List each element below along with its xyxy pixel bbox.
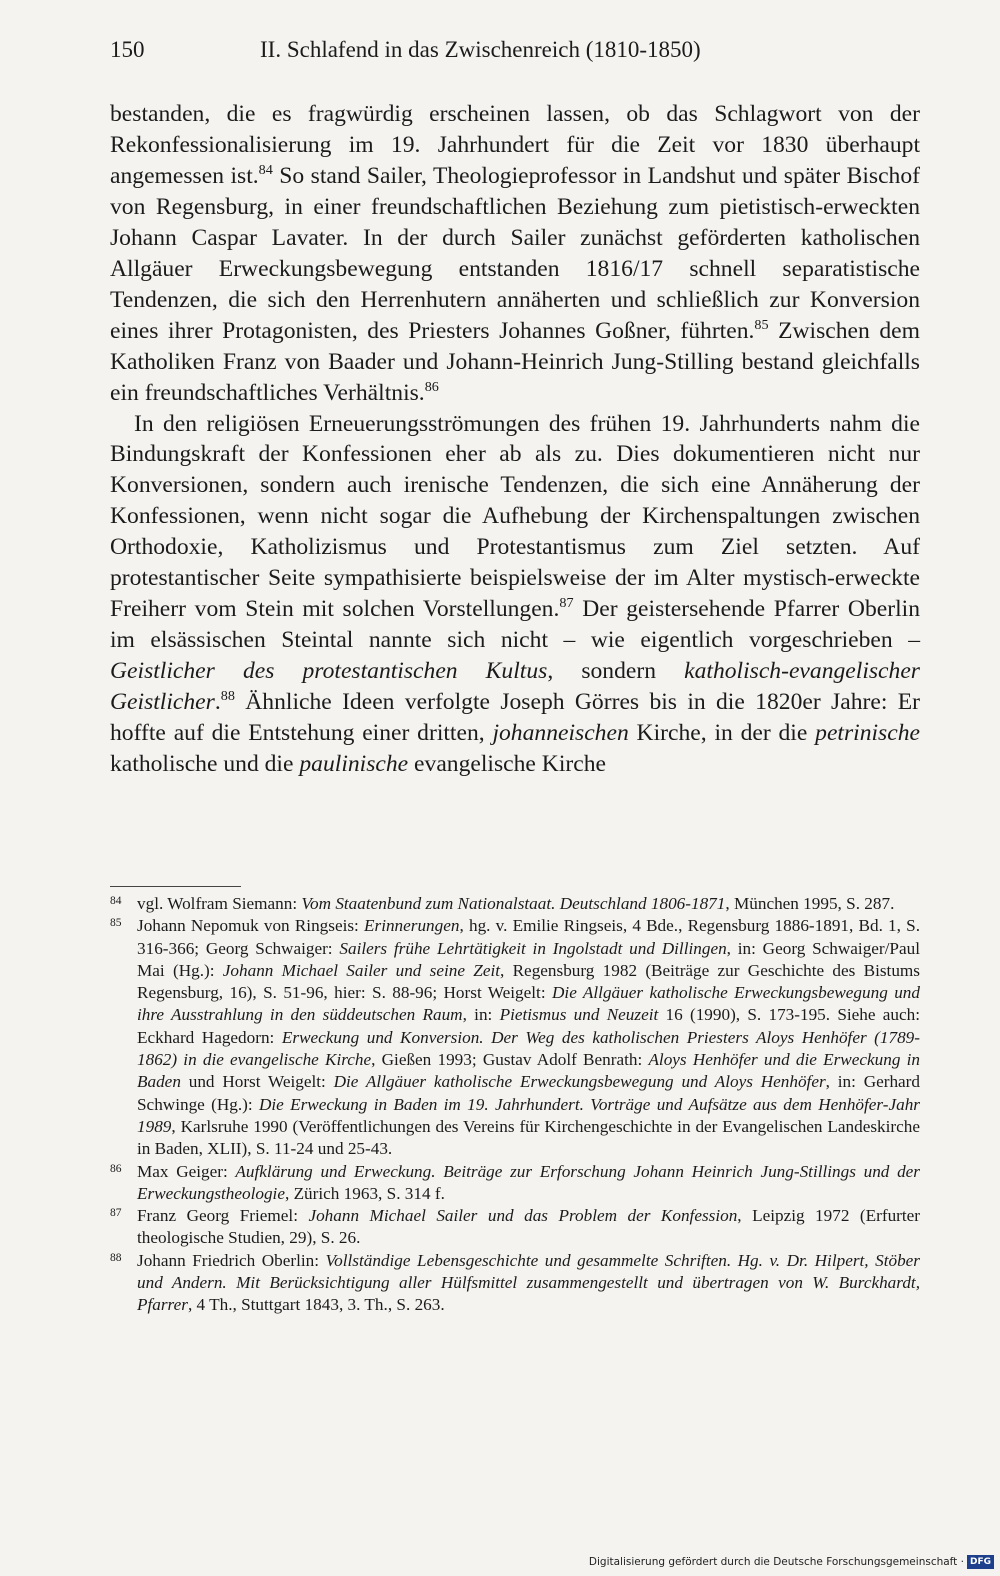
- italic-text: Vollständige Lebensgeschichte und gesammelte Schriften. Hg. v. Dr. Hilpert, Stöber und Andern. Mit Berücksichtigung aller Hülfsmittel zusammengestellt und übertragen von W. Burckhardt, Pfarrer: [137, 1250, 920, 1315]
- page-number: 150: [110, 37, 145, 62]
- dfg-logo-icon: DFG: [967, 1555, 994, 1569]
- text-run: Ähnliche Ideen verfolgte Joseph Görres bis in die 1820er Jahre: Er hoffte auf die Entstehung einer dritten,: [110, 689, 920, 747]
- italic-text: Johann Michael Sailer und seine Zeit: [222, 960, 501, 980]
- italic-text: Die Allgäuer katholische Erweckungsbewegung und ihre Ausstrahlung in den süddeutschen Raum: [137, 983, 920, 1025]
- italic-text: Pietismus und Neuzeit: [499, 1005, 659, 1025]
- footnote-number: 88: [110, 1251, 122, 1264]
- text-run: In den religiösen Erneuerungsströmungen des frühen 19. Jahrhunderts nahm die Bindungskraft der Konfessionen eher ab als zu. Dies dokumentieren nicht nur Konversionen, sondern auch irenische Tendenzen, die sich eine Annäherung der Konfessionen, wenn nicht sogar die Aufhebung der Kirchenspaltungen zwischen Orthodoxie, Katholizismus und Protestantismus zum Ziel setzten. Auf protestantischer Seite sympathisierte beispielsweise der im Alter mystisch-erweckte Freiherr vom Stein mit solchen Vorstellungen.: [110, 410, 920, 623]
- footnote-ref: 86: [424, 378, 439, 395]
- text-run: Max Geiger:: [137, 1161, 236, 1181]
- text-run: , in: Georg Schwaiger/Paul Mai (Hg.):: [137, 938, 920, 980]
- footnote-number: 87: [110, 1207, 122, 1220]
- text-run: , Zürich 1963, S. 314 f.: [284, 1183, 445, 1203]
- footnote-ref: 84: [258, 162, 273, 179]
- text-run: bestanden, die es fragwürdig erscheinen lassen, ob das Schlagwort von der Rekonfessionalisierung im 19. Jahrhundert für die Zeit vor 1830 überhaupt angemessen ist.: [110, 101, 920, 189]
- text-run: Johann Nepomuk von Ringseis:: [137, 916, 364, 936]
- footnote-divider: [110, 886, 241, 887]
- digitization-credit: [589, 1554, 994, 1570]
- italic-text: Aufklärung und Erweckung. Beiträge zur Erforschung Johann Heinrich Jung-Stillings und der Erweckungstheologie: [137, 1161, 920, 1203]
- italic-text: Aloys Henhöfer und die Erweckung in Baden: [137, 1050, 920, 1092]
- body-text: [110, 99, 920, 780]
- text-run: , Leipzig 1972 (Erfurter theologische Studien, 29), S. 26.: [137, 1206, 921, 1248]
- running-title: II. Schlafend in das Zwischenreich (1810-1850): [260, 37, 701, 62]
- text-run: So stand Sailer, Theologieprofessor in Landshut und später Bischof von Regensburg, in einer freundschaftlichen Beziehung zum pietistisch-erweckten Johann Caspar Lavater. In der durch Sailer zunächst geförderten katholischen Allgäuer Erweckungsbewegung entstanden 1816/17 schnell separatistische Tendenzen, die sich den Herrenhutern annäherten und schließlich zur Konversion eines ihrer Protagonisten, des Priesters Johannes Goßner, führten.: [110, 162, 920, 344]
- italic-text: johanneischen: [492, 720, 629, 747]
- text-run: , hg. v. Emilie Ringseis, 4 Bde., Regensburg 1886-1891, Bd. 1, S. 316-366; Georg Schwaiger:: [137, 916, 920, 958]
- text-run: , 4 Th., Stuttgart 1843, 3. Th., S. 263.: [187, 1295, 445, 1315]
- text-run: und Horst Weigelt:: [180, 1072, 334, 1092]
- text-run: , Karlsruhe 1990 (Veröffentlichungen des Vereins für Kirchengeschichte in der Evangelischen Landeskirche in Baden, XLII), S. 11-24 und 25-43.: [137, 1116, 920, 1159]
- italic-text: katholisch-evangelischer Geistlicher: [110, 658, 920, 716]
- text-run: , in:: [462, 1005, 500, 1025]
- text-run: , München 1995, S. 287.: [725, 894, 895, 913]
- footnote-number: 84: [110, 895, 122, 907]
- text-run: katholische und die: [110, 751, 300, 778]
- text-run: , sondern: [547, 658, 685, 685]
- italic-text: Die Erweckung in Baden im 19. Jahrhundert. Vorträge und Aufsätze aus dem Henhöfer-Jahr 1989: [137, 1094, 920, 1136]
- footnote-number: 86: [110, 1162, 122, 1175]
- text-run: Johann Friedrich Oberlin:: [137, 1250, 326, 1270]
- footnote-ref: 85: [754, 316, 769, 333]
- footnote: [110, 893, 920, 915]
- footnote: [110, 1205, 920, 1250]
- italic-text: Sailers frühe Lehrtätigkeit in Ingolstadt und Dillingen: [339, 938, 727, 958]
- text-run: Franz Georg Friemel:: [137, 1206, 309, 1226]
- text-run: .: [214, 689, 221, 716]
- text-run: vgl. Wolfram Siemann:: [137, 894, 302, 913]
- italic-text: Geistlicher des protestantischen Kultus: [110, 658, 548, 685]
- footnote: [110, 915, 920, 1160]
- running-head: [110, 34, 920, 66]
- text-run: , Regensburg 1982 (Beiträge zur Geschichte des Bistums Regensburg, 16), S. 51-96, hier: S. 88-96; Horst Weigelt:: [137, 960, 920, 1003]
- paragraph: [110, 409, 920, 780]
- text-run: evangelische Kirche: [408, 751, 606, 778]
- italic-text: Erweckung und Konversion. Der Weg des katholischen Priesters Aloys Henhöfer (1789-1862) in die evangelische Kirche: [137, 1027, 920, 1070]
- footnotes: [110, 893, 920, 1317]
- text-run: , Gießen 1993; Gustav Adolf Benrath:: [371, 1050, 649, 1070]
- italic-text: petrinische: [815, 720, 920, 747]
- italic-text: paulinische: [299, 751, 409, 778]
- italic-text: Die Allgäuer katholische Erweckungsbewegung und Aloys Henhöfer: [333, 1072, 826, 1092]
- footnote-number: 85: [110, 917, 122, 930]
- italic-text: Erinnerungen: [364, 916, 460, 936]
- italic-text: Johann Michael Sailer und das Problem der Konfession: [308, 1206, 738, 1226]
- footnote-ref: 88: [220, 688, 235, 705]
- text-run: 16 (1990), S. 173-195. Siehe auch: Eckhard Hagedorn:: [137, 1005, 920, 1047]
- text-run: Zwischen dem Katholiken Franz von Baader und Johann-Heinrich Jung-Stilling bestand gleichfalls ein freundschaftliches Verhältnis.: [110, 317, 920, 406]
- text-run: , in: Gerhard Schwinge (Hg.):: [137, 1072, 920, 1114]
- paragraph: [110, 99, 920, 409]
- credit-text: Digitalisierung gefördert durch die Deutsche Forschungsgemeinschaft ·: [588, 1556, 964, 1568]
- text-run: Kirche, in der die: [628, 720, 816, 747]
- italic-text: Vom Staatenbund zum Nationalstaat. Deutschland 1806-1871: [301, 894, 726, 913]
- footnote: [110, 1250, 920, 1317]
- footnote-ref: 87: [559, 595, 574, 612]
- text-run: Der geistersehende Pfarrer Oberlin im elsässischen Steintal nannte sich nicht – wie eigentlich vorgeschrieben –: [110, 596, 921, 654]
- footnote: [110, 1161, 920, 1206]
